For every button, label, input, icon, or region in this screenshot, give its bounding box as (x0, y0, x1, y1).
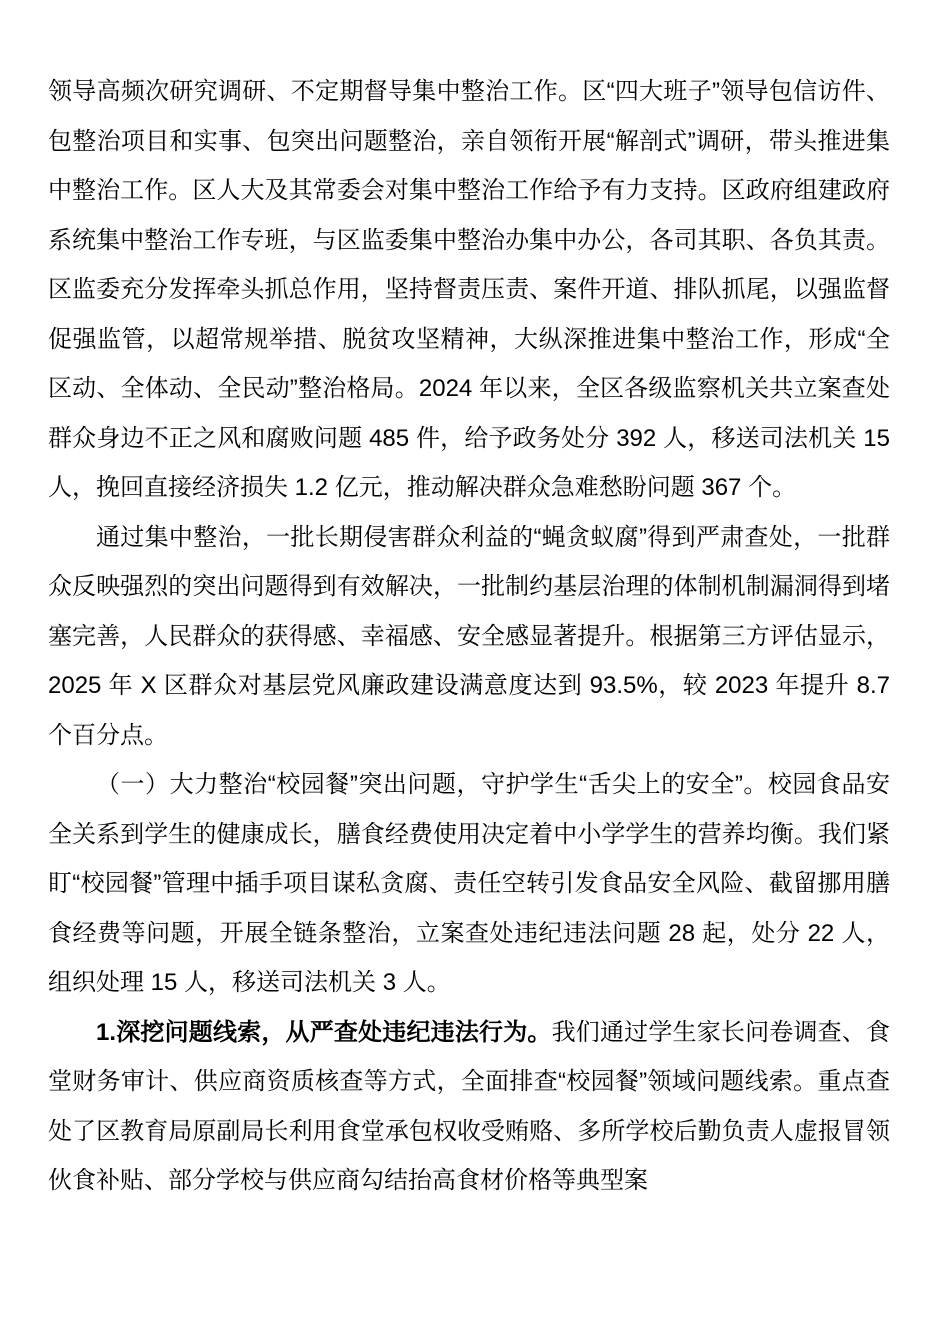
paragraph-text: 我们通过学生家长问卷调查、食堂财务审计、供应商资质核查等方式，全面排查“校园餐”领域问题线索。重点查处了区教育局原副局长利用食堂承包权收受贿赂、多所学校后勤负责人虚报冒领伙食补贴、部分学校与供应商勾结抬高食材价格等典型案 (48, 1018, 891, 1194)
paragraph-text: （一）大力整治“校园餐”突出问题，守护学生“舌尖上的安全”。校园食品安全关系到学生的健康成长，膳食经费使用决定着中小学学生的营养均衡。我们紧盯“校园餐”管理中插手项目谋私贪腐、责任空转引发食品安全风险、截留挪用膳食经费等问题，开展全链条整治，立案查处违纪违法问题 28 起，处分 22 人，组织处理 15 人，移送司法机关 3 人。 (48, 771, 890, 996)
paragraph-summary (48, 513, 890, 761)
paragraph-section-one (48, 760, 890, 1008)
paragraph-continuation (48, 67, 890, 513)
paragraph-subsection-1 (48, 1008, 890, 1206)
paragraph-text: 通过集中整治，一批长期侵害群众利益的“蝇贪蚁腐”得到严肃查处，一批群众反映强烈的突出问题得到有效解决，一批制约基层治理的体制机制漏洞得到堵塞完善，人民群众的获得感、幸福感、安全感显著提升。根据第三方评估显示，2025 年 X 区群众对基层党风廉政建设满意度达到 93.5%，较 2023 年提升 8.7 个百分点。 (48, 523, 890, 749)
subsection-heading-text: 1.深挖问题线索，从严查处违纪违法行为。 (96, 1018, 552, 1046)
paragraph-text: 领导高频次研究调研、不定期督导集中整治工作。区“四大班子”领导包信访件、包整治项目和实事、包突出问题整治，亲自领衔开展“解剖式”调研，带头推进集中整治工作。区人大及其常委会对集中整治工作给予有力支持。区政府组建政府系统集中整治工作专班，与区监委集中整治办集中办公，各司其职、各负其责。区监委充分发挥牵头抓总作用，坚持督责压责、案件开道、排队抓尾，以强监督促强监管，以超常规举措、脱贫攻坚精神，大纵深推进集中整治工作，形成“全区动、全体动、全民动”整治格局。2024 年以来，全区各级监察机关共立案查处群众身边不正之风和腐败问题 485 件，给予政务处分 392 人，移送司法机关 15 人，挽回直接经济损失 1.2 亿元，推动解决群众急难愁盼问题 367 个。 (48, 78, 890, 501)
